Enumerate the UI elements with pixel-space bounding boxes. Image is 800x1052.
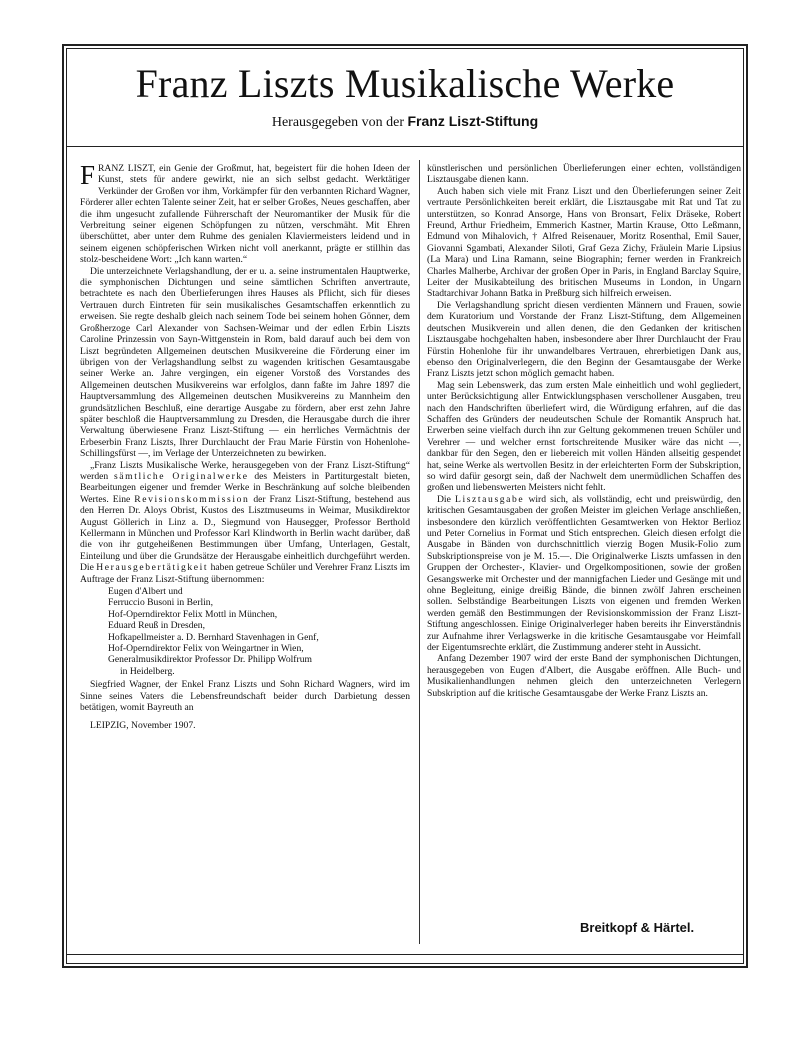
list-item: Ferruccio Busoni in Berlin,: [108, 597, 213, 609]
left-paragraph-4: Siegfried Wagner, der Enkel Franz Liszts und Sohn Richard Wagners, wird im Sinne seines Vaters die Lebensfreundschaft beider durch Darbietung dessen betätigen, womit Bayreuth an: [80, 679, 410, 714]
list-item: Generalmusikdirektor Professor Dr. Philipp Wolfrum: [108, 654, 312, 666]
left-paragraph-1: FRANZ LISZT, ein Genie der Großmut, hat, begeistert für die hohen Ideen der Kunst, stets für andere gewirkt, nie an sich selbst gedacht. Werktätiger Verkünder der Großen vor ihm, Vorkämpfer für den verbannten Richard Wagner, Förderer aller echten Talente seiner Zeit, hat er selber Großes, Neues geschaffen, aber die ihm ungesucht zufallende Führerschaft der Neuromantiker der Musik für die Verbreitung seiner eigenen Schöpfungen zu nützen, verschmäht. Mit Ehren überschüttet, aber unter dem Ruhme des genialen Klaviermeisters leidend und in seinem eigenen schöpferischen Wirken nicht voll anerkannt, prägte er stillhin das stolz-bescheidene Wort: „Ich kann warten.“: [80, 160, 410, 266]
dateline: LEIPZIG, November 1907.: [90, 719, 196, 731]
left-paragraph-2: Die unterzeichnete Verlagshandlung, der er u. a. seine instrumentalen Hauptwerke, die symphonischen Dichtungen und seine sämtlichen Schriften anvertraute, betrachtete es nach den Überlieferungen ihres Hauses als Pflicht, sich für dieses Vertrauen durch Eintreten für sein musikalisches Gesamtschaffen erkenntlich zu erweisen. Sie regte deshalb gleich nach seinem Tode bei seinem hohen Gönner, dem Großherzoge Carl Alexander von Sachsen-Weimar und der edlen Erbin Liszts Caroline Prinzessin von Sayn-Wittgenstein in Rom, bald darauf auch bei dem von Liszt begründeten Allgemeinen deutschen Musikvereine die Förderung einer im übrigen von der Verlagshandlung selbst zu wagenden kritischen Gesamtausgabe seiner Werke an. Jahre vergingen, ein eigener Vorstoß des Vorstandes des Allgemeinen deutschen Musikvereins war erfolglos, dann faßte im Jahre 1897 die Hauptversammlung des Allgemeinen deutschen Musikvereins zu Mannheim den grundsätzlichen Beschluß, eine derartige Ausgabe zu fördern, aber erst zehn Jahre später beschloß die Hauptversammlung zu Dresden, die Herausgabe durch die ihrer Verwaltung überwiesene Franz Liszt-Stiftung — ein herrliches Vermächtnis der Erbeserbin Franz Liszts, Ihrer Durchlaucht der Frau Marie Fürstin von Hohenlohe-Schillingsfürst —, im Verlage der Unterzeichneten zu bewirken.: [80, 265, 410, 460]
list-item: in Heidelberg.: [120, 665, 175, 677]
column-divider: [419, 160, 420, 944]
list-item: Hof-Operndirektor Felix von Weingartner in Wien,: [108, 643, 304, 655]
right-paragraph-2: Auch haben sich viele mit Franz Liszt und den Überlieferungen seiner Zeit vertraute Persönlichkeiten bereit erklärt, die Lisztausgabe mit Rat und Tat zu unterstützen, so Konrad Ansorge, Hans von Bronsart, Felix Dräseke, Robert Freund, Arthur Friedheim, Emmerich Kastner, Martin Krause, Otto Leßmann, Edmund von Mihalovich, † Alfred Reisenauer, Moritz Rosenthal, Emil Sauer, Giovanni Sgambati, Alexander Siloti, Graf Geza Zichy, Fräulein Marie Lipsius (La Mara) und Lina Ramann, seine Biographin; ferner werden in Frankreich Charles Malherbe, Archivar der großen Oper in Paris, in England Barclay Squire, Leiter der Musikabteilung des britischen Museums in London, in Ungarn Stadtarchivar Johann Batka in Preßburg sich hilfreich erweisen.: [427, 185, 741, 300]
list-item: Eugen d'Albert und: [108, 586, 183, 598]
list-item: Hofkapellmeister a. D. Bernhard Stavenhagen in Genf,: [108, 631, 319, 643]
left-paragraph-3: „Franz Liszts Musikalische Werke, herausgegeben von der Franz Liszt-Stiftung“ werden sämtliche Originalwerke des Meisters in Partiturgestalt bieten, Bearbeitungen eigener und fremder Werke in Beschränkung auf solche bleibenden Wertes. Eine Revisionskommission der Franz Liszt-Stiftung, bestehend aus den Herren Dr. Aloys Obrist, Kustos des Lisztmuseums in Weimar, Musikdirektor August Göllerich in Linz a. D., Siegmund von Hausegger, Professor Berthold Kellermann in München und Professor Karl Klindworth in Berlin wacht darüber, daß die von ihr gutgeheißenen Bestimmungen über Umfang, Unterlagen, Gestalt, Einteilung und über die Grundsätze der Herausgabe einheitlich durchgeführt werden. Die Herausgebertätigkeit haben getreue Schüler und Verehrer Franz Liszts im Auftrage der Franz Liszt-Stiftung übernommen:: [80, 459, 410, 585]
right-paragraph-3: Die Verlagshandlung spricht diesen verdienten Männern und Frauen, sowie dem Kuratorium und Vorstande der Franz Liszt-Stiftung, dem Allgemeinen deutschen Musikverein und allen denen, die den Gedanken der kritischen Lisztausgabe hochgehalten haben, insbesondere aber Ihrer Durchlaucht der Frau Fürstin Hohenlohe für ihr unwandelbares Vertrauen, ehrerbietigen Dank aus, ebenso den Originalverlegern, die den Beginn der Gesamtausgabe der Werke Franz Liszts jetzt schon möglich gemacht haben.: [427, 299, 741, 380]
page-subtitle: [66, 112, 744, 132]
list-item: Eduard Reuß in Dresden,: [108, 620, 205, 632]
list-item: Hof-Operndirektor Felix Mottl in München,: [108, 608, 278, 620]
right-paragraph-4: Mag sein Lebenswerk, das zum ersten Male einheitlich und wohl gegliedert, unter Berücksichtigung aller Entwicklungsphasen verschollener Ausgaben, treu nach den Handschriften überliefert wird, die Würdigung erfahren, auf die das Schaffen des Gründers der neudeutschen Schule der Romantik Anspruch hat. Erwerben seine vielfach durch ihn zur Geltung gekommenen treuen Schüler und Verehrer — und welcher ernst fortschreitende Musiker wäre das nicht —, dankbar für den Segen, den er liebereich mit vollen Händen allseitig gespendet hat, seine Werke als wertvollen Besitz in der erleichterten Form der Subskription, so wird dafür gesorgt sein, daß der Nachwelt dem unermüdlichen Schaffen des großen und liebenswerten Meisters nicht fehlt.: [427, 379, 741, 494]
editor-list: [108, 586, 410, 677]
footer-divider: [66, 954, 744, 955]
right-column: [427, 163, 741, 699]
page-title: Franz Liszts Musikalische Werke: [135, 61, 675, 106]
left-column: [80, 160, 410, 731]
header-divider: [66, 146, 744, 147]
drop-cap: F: [80, 160, 96, 190]
right-paragraph-1: künstlerischen und persönlichen Überlieferungen einer echten, vollständigen Lisztausgabe dienen kann.: [427, 163, 741, 186]
right-paragraph-5: Die Lisztausgabe wird sich, als vollständig, echt und preiswürdig, den kritischen Gesamtausgaben der großen Meister im gleichen Verlage anschließen, insbesondere den kürzlich veröffentlichten Gesamtwerken von Hektor Berlioz und Peter Cornelius in Format und Stich entsprechen. Gleich diesen erfolgt die Ausgabe in Bänden von durchschnittlich vierzig Bogen Musik-Folio zum Subskriptionspreise von je M. 15.—. Die Originalwerke Liszts umfassen in den Gruppen der Orchester-, Klavier- und Orgelkompositionen, sowie der großen Gesangswerke mit Orchester und der mannigfachen Lieder und Gesänge mit und ohne Begleitung, einige dreißig Bände, die binnen zwölf Jahren erscheinen sollen. Selbständige Bearbeitungen Liszts von eigenen und fremden Werken werden gemäß den Bestimmungen der Revisionskommission der Franz Liszt-Stiftung angeschlossen. Einige Originalverleger haben bereits ihr Einverständnis zur Aufnahme ihrer Verlagswerke in die kritische Gesamtausgabe vor Heimfall der Eigentumsrechte erklärt, die Zustimmung anderer steht in Aussicht.: [427, 493, 741, 654]
subtitle-prefix: Herausgegeben von der: [271, 115, 404, 130]
publisher-signature: Breitkopf & Härtel.: [580, 920, 695, 935]
right-paragraph-6: Anfang Dezember 1907 wird der erste Band der symphonischen Dichtungen, herausgegeben von Eugen d'Albert, die Ausgabe eröffnen. Alle Buch- und Musikalienhandlungen nehmen gleich den unterzeichneten Verlegern Subskription auf die kritische Gesamtausgabe der Werke Franz Liszts an.: [427, 653, 741, 699]
subtitle-foundation: Franz Liszt-Stiftung: [407, 113, 539, 129]
